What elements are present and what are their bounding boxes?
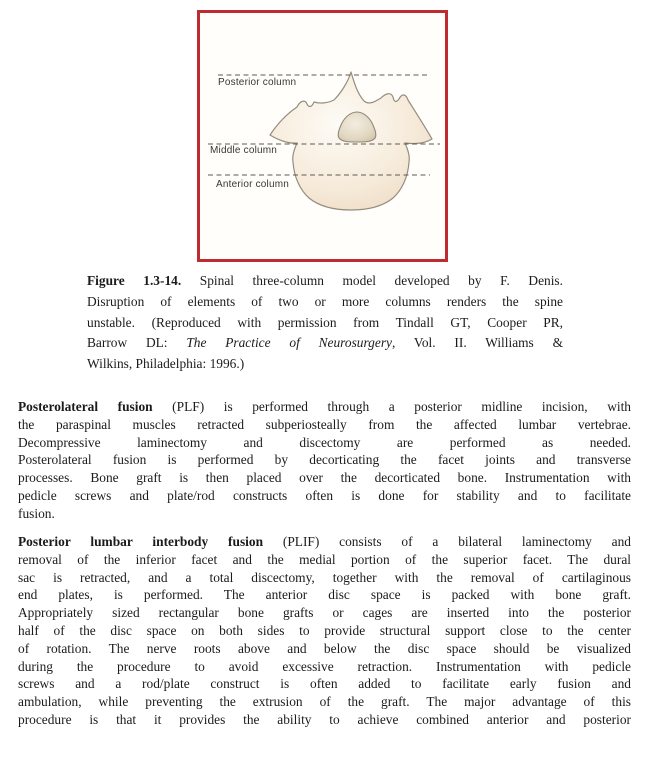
- text-line: pedicle screws and plate/rod constructs often is done for stability and to facilitate: [18, 487, 631, 503]
- text-line: Posterolateral fusion is performed by decorticating the facet joints and transverse: [18, 452, 631, 468]
- text-line: during the procedure to avoid excessive retraction. Instrumentation with pedicle: [18, 658, 631, 674]
- text-line: procedure is that it provides the ability to achieve combined anterior and posterior: [18, 711, 631, 727]
- caption-line: Barrow DL: The Practice of Neurosurgery, Vol. II. Williams &: [87, 335, 563, 351]
- anterior-column-label: Anterior column: [216, 179, 290, 190]
- text-line: the paraspinal muscles retracted subperiosteally from the affected lumbar vertebrae.: [18, 416, 631, 432]
- text-line: ambulation, while preventing the extrusion of the graft. The major advantage of this: [18, 694, 631, 710]
- text-line: of rotation. The nerve roots above and below the disc space should be visualized: [18, 640, 631, 656]
- posterior-column-label: Posterior column: [218, 77, 297, 88]
- figure-caption: [87, 271, 563, 375]
- text-line: screws and a rod/plate construct is often added to facilitate early fusion and: [18, 676, 631, 692]
- caption-figure-number: Figure 1.3-14.: [87, 273, 182, 288]
- book-title-italic: The Practice of Neurosurgery: [186, 335, 392, 351]
- text-line: processes. Bone graft is then placed over the decorticated bone. Instrumentation with: [18, 470, 631, 486]
- caption-line: Disruption of elements of two or more columns renders the spine: [87, 293, 563, 309]
- text-line: Posterior lumbar interbody fusion (PLIF) consists of a bilateral laminectomy and: [18, 534, 631, 549]
- text-line: end plates, is performed. The anterior disc space is packed with bone graft.: [18, 587, 631, 603]
- caption-line: Wilkins, Philadelphia: 1996.): [87, 356, 245, 372]
- text-line: half of the disc space on both sides to provide structural support close to the center: [18, 622, 631, 638]
- plf-lead-bold: Posterolateral fusion: [18, 399, 153, 414]
- plif-lead-bold: Posterior lumbar interbody fusion: [18, 534, 264, 549]
- middle-column-label: Middle column: [210, 145, 278, 156]
- paragraph-plif: [18, 533, 631, 729]
- caption-line: unstable. (Reproduced with permission from Tindall GT, Cooper PR,: [87, 314, 563, 330]
- figure-frame: [197, 10, 448, 262]
- text-line: fusion.: [18, 505, 55, 521]
- text-line: Decompressive laminectomy and discectomy are performed as needed.: [18, 434, 631, 450]
- caption-line: Figure 1.3-14. Spinal three-column model developed by F. Denis.: [87, 273, 563, 288]
- text-line: Appropriately sized rectangular bone grafts or cages are inserted into the posterior: [18, 605, 631, 621]
- text-line: removal of the inferior facet and the medial portion of the superior facet. The dural: [18, 551, 631, 567]
- vertebra-diagram: [200, 13, 445, 259]
- text-line: Posterolateral fusion (PLF) is performed through a posterior midline incision, with: [18, 399, 632, 414]
- text-line: sac is retracted, and a total discectomy, together with the removal of cartilaginous: [18, 569, 631, 585]
- paragraph-plf: [18, 398, 631, 523]
